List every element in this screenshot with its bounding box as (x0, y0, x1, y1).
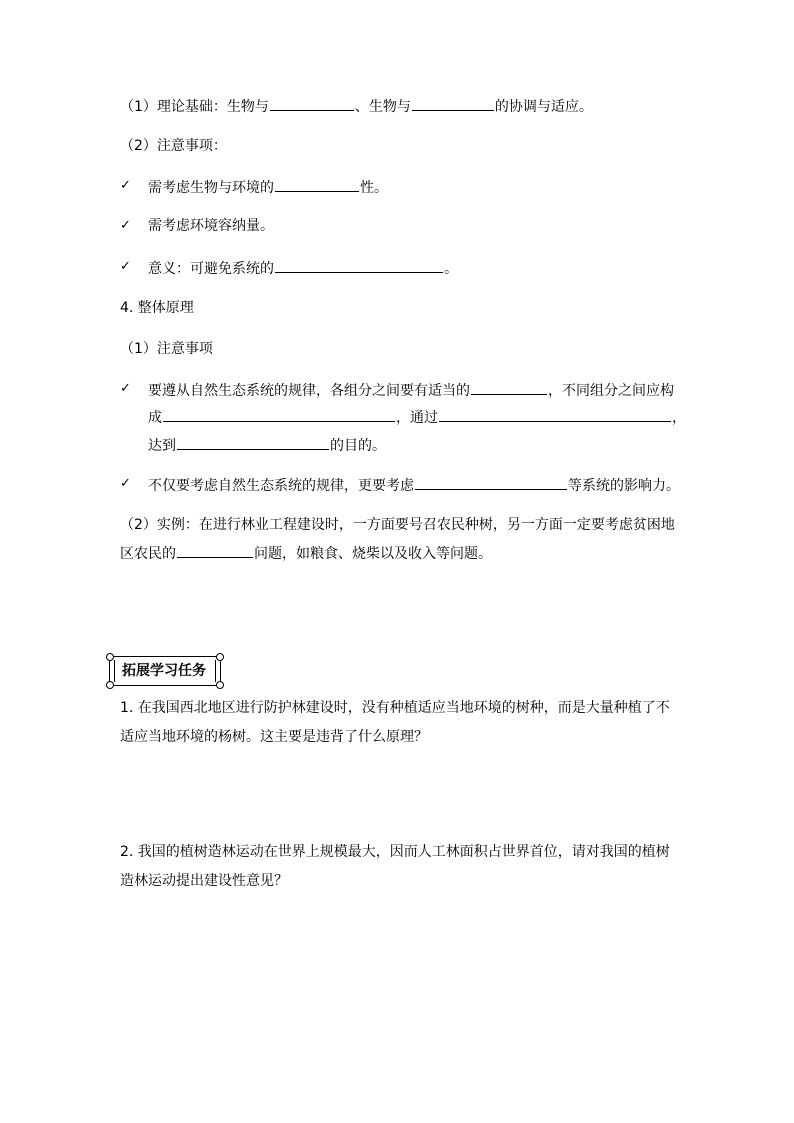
check-icon: ✓ (120, 218, 131, 233)
blank (270, 95, 354, 111)
notes-heading: （1）注意事项 (120, 341, 213, 357)
text: ，不同组分之间应构 (548, 383, 674, 399)
blank (471, 379, 547, 395)
note-text: 。 (444, 261, 458, 277)
note-text: 意义：可避免系统的 (148, 261, 274, 277)
note-text: 性。 (360, 180, 388, 196)
text: 等系统的影响力。 (568, 478, 680, 494)
basis-prefix: （1）理论基础：生物与 (120, 99, 269, 115)
blank (412, 95, 494, 111)
text: 区农民的 (120, 546, 176, 562)
blank (275, 257, 443, 273)
text: 不仅要考虑自然生态系统的规律，更要考虑 (148, 478, 414, 494)
text: ，通过 (396, 410, 438, 426)
blank (177, 434, 329, 450)
note-text (148, 379, 674, 401)
note-text (148, 434, 386, 456)
section-title: 4. 整体原理 (120, 300, 194, 316)
note-text (148, 406, 686, 428)
example-line: （2）实例：在进行林业工程建设时，一方面要号召农民种树，另一方面一定要考虑贫困地 (120, 517, 675, 533)
scroll-curl-icon (106, 681, 114, 689)
question-1: 1. 在我国西北地区进行防护林建设时，没有种植适应当地环境的树种，而是大量种植了不 (120, 700, 670, 716)
check-icon: ✓ (120, 476, 131, 491)
scroll-curl-icon (106, 653, 114, 661)
notes-heading: （2）注意事项： (120, 138, 227, 154)
question-2: 2. 我国的植树造林运动在世界上规模最大，因而人工林面积占世界首位，请对我国的植树 (120, 844, 670, 860)
blank (177, 542, 253, 558)
basis-line (120, 95, 593, 117)
text: 要遵从自然生态系统的规律，各组分之间要有适当的 (148, 383, 470, 399)
note-text (148, 474, 680, 496)
text: 问题，如粮食、烧柴以及收入等问题。 (254, 546, 492, 562)
note-significance (148, 257, 458, 279)
check-icon: ✓ (120, 381, 131, 396)
check-icon: ✓ (120, 178, 131, 193)
blank (415, 474, 567, 490)
basis-mid: 、生物与 (354, 99, 411, 115)
text: 达到 (148, 438, 176, 454)
question-2: 造林运动提出建设性意见？ (120, 873, 288, 889)
scroll-curl-icon (216, 681, 224, 689)
blank (163, 406, 395, 422)
check-icon: ✓ (120, 259, 131, 274)
blank (275, 176, 359, 192)
scroll-curl-icon (216, 653, 224, 661)
blank (439, 406, 671, 422)
question-1: 适应当地环境的杨树。这主要是违背了什么原理？ (120, 729, 428, 745)
example-line (120, 542, 492, 564)
extension-banner (109, 656, 221, 686)
note-text: 需考虑生物与环境的 (148, 180, 274, 196)
text: 成 (148, 410, 162, 426)
basis-suffix: 的协调与适应。 (494, 99, 593, 115)
banner-label: 拓展学习任务 (122, 663, 206, 679)
text: ， (672, 410, 686, 426)
note-adaptation (148, 176, 388, 198)
note-capacity: 需考虑环境容纳量。 (148, 218, 274, 234)
text: 的目的。 (330, 438, 386, 454)
